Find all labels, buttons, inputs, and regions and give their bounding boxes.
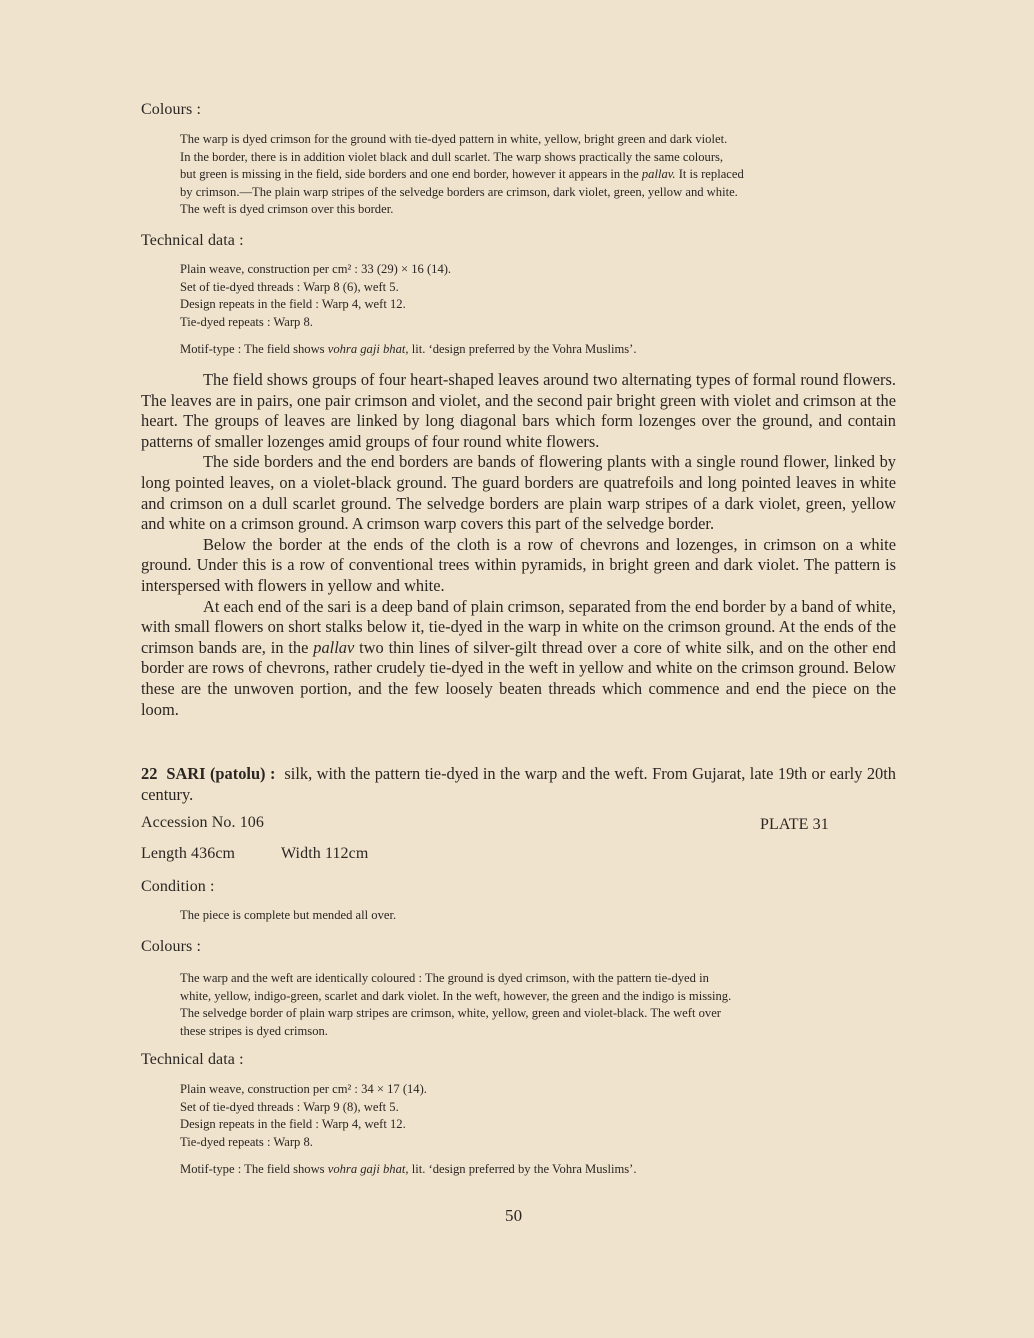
description-paragraph: Below the border at the ends of the cloth is a row of chevrons and lozenges, in crimson on a white ground. Under this is a row of conventional trees within pyramids, in bright green and dark violet. The pattern is interspersed with flowers in yellow and white. bbox=[141, 534, 896, 595]
colours-line: but green is missing in the field, side borders and one end border, however it appears in the pallav. It is replaced bbox=[180, 167, 744, 182]
width-value: Width 112cm bbox=[281, 845, 369, 862]
tie-threads-line: Set of tie-dyed threads : Warp 8 (6), weft 5. bbox=[180, 279, 399, 294]
tie-threads-line: Set of tie-dyed threads : Warp 9 (8), weft 5. bbox=[180, 1099, 399, 1114]
entry-native-name: (patolu) : bbox=[209, 764, 276, 783]
colours-line: In the border, there is in addition violet black and dull scarlet. The warp shows practically the same colours, bbox=[180, 149, 724, 164]
technical-data-text-2 bbox=[180, 1081, 870, 1179]
colours-line: The weft is dyed crimson over this border. bbox=[180, 202, 394, 217]
colours-text-2 bbox=[180, 970, 870, 1040]
construction-line: Plain weave, construction per cm² : 33 (29) × 16 (14). bbox=[180, 262, 452, 276]
technical-data-heading: Technical data : bbox=[141, 232, 244, 249]
description-paragraph: At each end of the sari is a deep band of plain crimson, separated from the end border by a band of white, with small flowers on short stalks below it, tie-dyed in the warp in white on the crimson ground. At the ends of the crimson bands are, in the pallav two thin lines of silver-gilt thread over a core of white silk, and on the other end border are rows of chevrons, rather crudely tie-dyed in the weft in yellow and white on the crimson ground. Below these are the unwoven portion, and the few loosely beaten threads which commence and end the piece on the loom. bbox=[141, 596, 896, 719]
construction-line: Plain weave, construction per cm² : 34 × 17 (14). bbox=[180, 1082, 427, 1096]
colours-line: these stripes is dyed crimson. bbox=[180, 1023, 328, 1038]
description-paragraph: The field shows groups of four heart-shaped leaves around two alternating types of formal round flowers. The leaves are in pairs, one pair crimson and violet, and the second pair bright green with violet and crimson at the heart. The groups of leaves are linked by long diagonal bars which form lozenges over the ground, and contain patterns of smaller lozenges amid groups of four round white flowers. bbox=[141, 370, 896, 451]
condition-heading: Condition : bbox=[141, 878, 215, 895]
colours-heading-2: Colours : bbox=[141, 938, 202, 955]
colours-line: by crimson.—The plain warp stripes of the selvedge borders are crimson, dark violet, green, yellow and white. bbox=[180, 184, 738, 199]
motif-type-line: Motif-type : The field shows vohra gaji bhat, lit. ‘design preferred by the Vohra Muslims’. bbox=[180, 342, 637, 357]
plate-reference: PLATE 31 bbox=[760, 816, 829, 833]
design-repeats-line: Design repeats in the field : Warp 4, weft 12. bbox=[180, 1117, 406, 1132]
description-paragraph: The side borders and the end borders are bands of flowering plants with a single round flower, linked by long pointed leaves, on a violet-black ground. The guard borders are quatrefoils and long pointed leaves in white and crimson on a dull scarlet ground. The selvedge borders are plain warp stripes of a dark violet, green, yellow and white on a crimson ground. A crimson warp covers this part of the selvedge border. bbox=[141, 452, 896, 534]
colours-line: white, yellow, indigo-green, scarlet and dark violet. In the weft, however, the green and the indigo is missing. bbox=[180, 988, 732, 1003]
colours-text bbox=[180, 131, 870, 219]
tie-repeats-line: Tie-dyed repeats : Warp 8. bbox=[180, 314, 313, 329]
colours-heading: Colours : bbox=[141, 101, 202, 118]
description-text bbox=[141, 370, 896, 720]
entry-name: SARI bbox=[166, 764, 206, 783]
accession-number: Accession No. 106 bbox=[141, 814, 265, 831]
colours-line: The warp is dyed crimson for the ground with tie-dyed pattern in white, yellow, bright green and dark violet. bbox=[180, 132, 728, 146]
motif-type-line: Motif-type : The field shows vohra gaji bhat, lit. ‘design preferred by the Vohra Muslims’. bbox=[180, 1162, 637, 1177]
technical-data-heading-2: Technical data : bbox=[141, 1051, 244, 1068]
technical-data-text bbox=[180, 261, 870, 359]
design-repeats-line: Design repeats in the field : Warp 4, weft 12. bbox=[180, 297, 406, 312]
tie-repeats-line: Tie-dyed repeats : Warp 8. bbox=[180, 1134, 313, 1149]
pallav-term: pallav. bbox=[641, 167, 676, 182]
colours-line: The selvedge border of plain warp stripes are crimson, white, yellow, green and violet-black. The weft over bbox=[180, 1006, 721, 1021]
entry-number: 22 bbox=[141, 764, 158, 783]
page-number: 50 bbox=[505, 1206, 523, 1225]
condition-text: The piece is complete but mended all over. bbox=[180, 908, 397, 922]
colours-line: The warp and the weft are identically coloured : The ground is dyed crimson, with the pattern tie-dyed in bbox=[180, 971, 709, 985]
catalogue-entry-title: 22 SARI (patolu) : silk, with the pattern tie-dyed in the warp and the weft. From Gujarat, late 19th or early 20th century. bbox=[141, 764, 897, 804]
length-value: Length 436cm bbox=[141, 845, 236, 862]
